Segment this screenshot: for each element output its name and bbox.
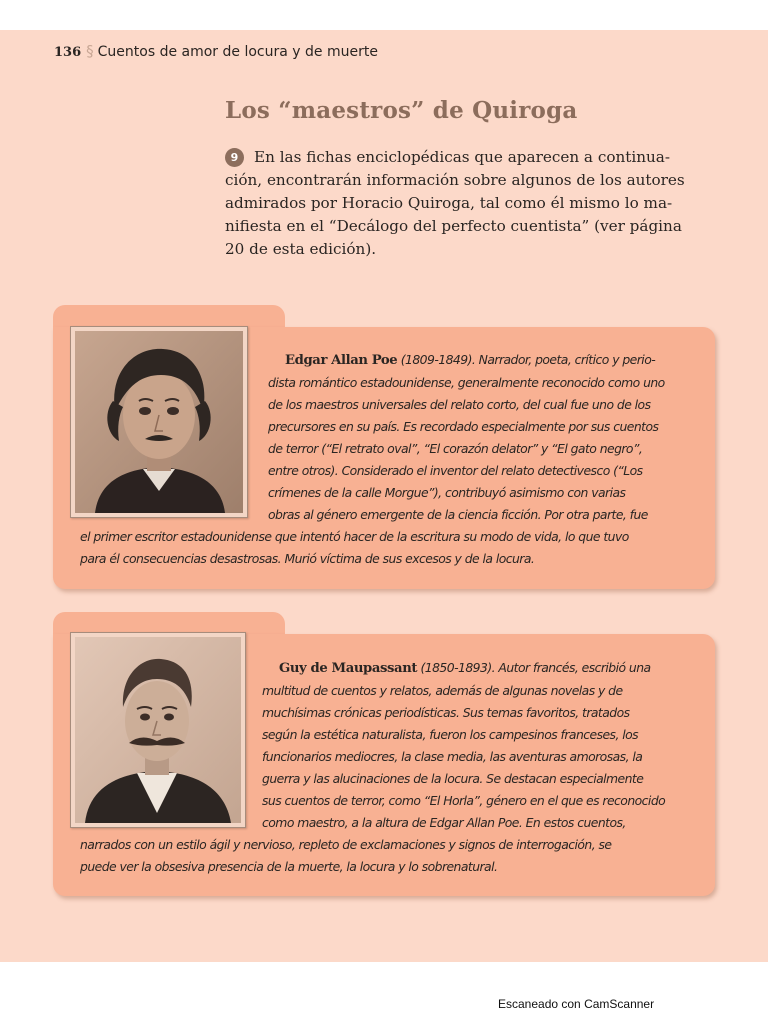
bio-line: narrados con un estilo ágil y nervioso, repleto de exclamaciones y signos de interrogación, se: [80, 837, 612, 852]
bio-line: puede ver la obsesiva presencia de la muerte, la locura y lo sobrenatural.: [80, 859, 498, 874]
bio-line: Edgar Allan Poe (1809-1849). Narrador, poeta, crítico y perio-: [285, 352, 656, 368]
bio-line: entre otros). Considerado el inventor del relato detectivesco (“Los: [268, 463, 643, 478]
author-dates: (1809-1849).: [400, 352, 476, 367]
bio-line: Guy de Maupassant (1850-1893). Autor francés, escribió una: [279, 660, 651, 676]
ornament-separator: §: [86, 42, 94, 60]
intro-line: admirados por Horacio Quiroga, tal como él mismo lo ma-: [225, 194, 673, 212]
bio-text-maupassant: [80, 657, 665, 878]
scanner-watermark: Escaneado con CamScanner: [498, 997, 655, 1011]
bio-line: sus cuentos de terror, como “El Horla”, género en el que es reconocido: [262, 793, 666, 808]
intro-paragraph: [225, 146, 717, 261]
intro-line: ción, encontrarán información sobre algunos de los autores: [225, 171, 685, 189]
bio-line: precursores en su país. Es recordado especialmente por sus cuentos: [268, 419, 659, 434]
bio-line: como maestro, a la altura de Edgar Allan Poe. En estos cuentos,: [262, 815, 626, 830]
intro-line: 9 En las fichas enciclopédicas que aparecen a continua-: [225, 146, 717, 169]
page-number: 136: [54, 45, 82, 60]
intro-line: 20 de esta edición).: [225, 240, 377, 258]
activity-number-badge: 9: [225, 148, 244, 167]
author-name: Guy de Maupassant: [279, 661, 418, 676]
bio-line: multitud de cuentos y relatos, además de algunas novelas y de: [262, 683, 623, 698]
author-dates: (1850-1893).: [420, 660, 496, 675]
running-head: [54, 42, 378, 60]
book-title: Cuentos de amor de locura y de muerte: [97, 44, 378, 60]
bio-line: funcionarios mediocres, la clase media, las aventuras amorosas, la: [262, 749, 643, 764]
bio-line: para él consecuencias desastrosas. Murió víctima de sus excesos y de la locura.: [80, 551, 535, 566]
bio-line: el primer escritor estadounidense que intentó hacer de la escritura su modo de vida, lo que tuvo: [80, 529, 629, 544]
bio-text-poe: [80, 349, 665, 570]
section-title: Los “maestros” de Quiroga: [225, 97, 578, 124]
intro-line: nifiesta en el “Decálogo del perfecto cuentista” (ver página: [225, 217, 682, 235]
bio-line: guerra y las alucinaciones de la locura. Se destacan especialmente: [262, 771, 644, 786]
bio-line: muchísimas crónicas periodísticas. Sus temas favoritos, tratados: [262, 705, 630, 720]
bio-line: dista romántico estadounidense, generalmente reconocido como uno: [268, 375, 665, 390]
bio-line: obras al género emergente de la ciencia ficción. Por otra parte, fue: [268, 507, 648, 522]
author-name: Edgar Allan Poe: [285, 353, 398, 368]
bio-line: de los maestros universales del relato corto, del cual fue uno de los: [268, 397, 651, 412]
bio-line: crímenes de la calle Morgue”), contribuyó asimismo con varias: [268, 485, 626, 500]
bio-line: según la estética naturalista, fueron los campesinos franceses, los: [262, 727, 639, 742]
bio-line: de terror (“El retrato oval”, “El corazón delator” y “El gato negro”,: [268, 441, 643, 456]
